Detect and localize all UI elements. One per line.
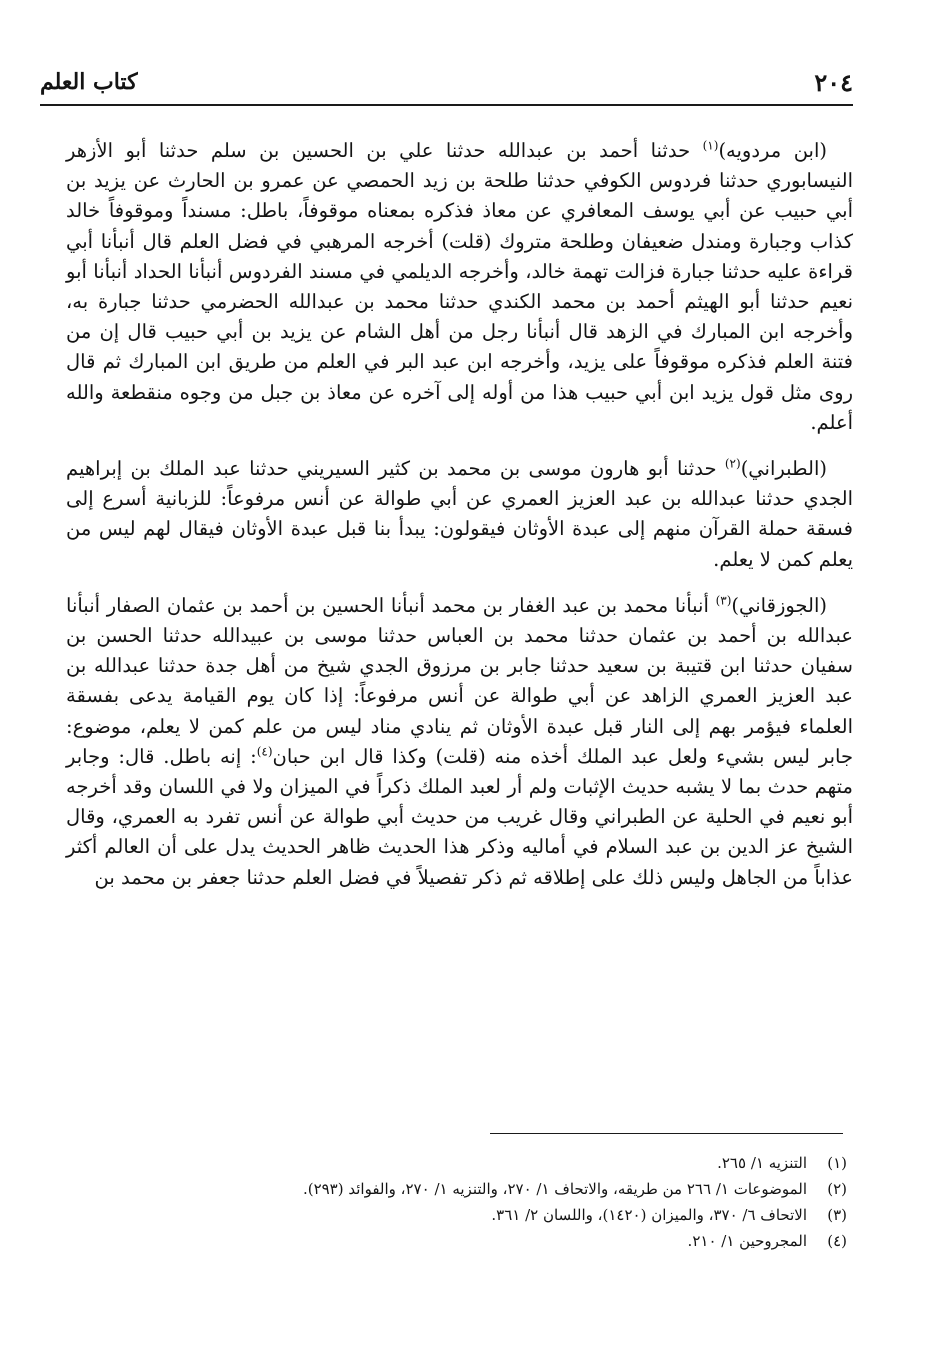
footnote-item (200, 1150, 847, 1176)
footnote-item (200, 1202, 847, 1228)
running-header (40, 60, 853, 104)
paragraph-text: أنبأنا محمد بن عبد الغفار بن محمد أنبأنا الحسين بن أحمد بن عثمان الصفار أنبأنا عبدالله بن أحمد بن عثمان حدثنا محمد بن العباس حدثنا موسى بن عبيدالله حدثنا الحسن بن سفيان حدثنا ابن قتيبة بن سعيد حدثنا جابر بن مرزوق الجدي شيخ من أهل جدة حدثنا عبدالله بن عبد العزيز العمري الزاهد عن أبي طوالة عن أنس مرفوعاً: إذا كان يوم القيامة يدعى بفسقة العلماء فيؤمر بهم إلى النار قبل عبدة الأوثان ثم ينادي مناد ليس من علم كمن لا يعلم، موضوع: جابر ليس بشيء ولعل عبد الملك أخذه منه (قلت) وكذا قال ابن حبان (66, 593, 854, 768)
source-name: (الجوزقاني) (731, 593, 827, 617)
page-number: ٢٠٤ (814, 67, 853, 97)
footnote-number: (١) (827, 1154, 847, 1172)
footnote-number: (٤) (827, 1232, 847, 1250)
footnote-item (200, 1228, 847, 1254)
footnote-number: (٢) (827, 1180, 847, 1198)
main-text (66, 136, 853, 909)
footnotes (200, 1150, 847, 1254)
footnote-number: (٣) (827, 1206, 847, 1224)
paragraph-text: حدثنا أحمد بن عبدالله حدثنا علي بن الحسين بن سلم حدثنا أبو الأزهر النيسابوري حدثنا فردوس الكوفي حدثنا طلحة بن زيد الحمصي عن عمرو بن الحارث عن يزيد بن أبي حبيب عن أبي يوسف المعافري عن معاذ فذكره بمعناه موقوفاً، باطل: مسنداً وموقوفاً خالد كذاب وجبارة ومندل ضعيفان وطلحة متروك (قلت) أخرجه المرهبي في فضل العلم قال أنبأنا أبي قراءة عليه حدثنا جبارة فزالت تهمة خالد، وأخرجه الديلمي في مسند الفردوس أنبأنا الحداد أنبأنا أبو نعيم حدثنا أبو الهيثم أحمد بن محمد الكندي حدثنا محمد بن عبدالله الحضرمي حدثنا جبارة به، وأخرجه ابن المبارك في الزهد قال أنبأنا رجل من أهل الشام عن يزيد بن أبي حبيب قال إن من فتنة العلم فذكره موقوفاً على يزيد، وأخرجه ابن عبد البر في العلم من طريق ابن المبارك ثم قال روى مثل قول يزيد ابن أبي حبيب هذا من أوله إلى آخره عن معاذ بن جبل من وجوه منقطعة والله أعلم. (66, 139, 853, 434)
footnote-ref-2: (٢) (724, 456, 741, 471)
footnote-divider (490, 1133, 843, 1134)
source-name: (ابن مردويه) (718, 139, 827, 162)
paragraph-text: حدثنا أبو هارون موسى بن محمد بن كثير السيريني حدثنا عبد الملك بن إبراهيم الجدي حدثنا عبدالله بن عبد العزيز العمري عن أبي طوالة عن أنس مرفوعاً: للزبانية أسرع إلى فسقة حملة القرآن منهم إلى عبدة الأوثان فيقولون: يبدأ بنا قبل عبدة الأوثان فيقال لهم ليس من يعلم كمن لا يعلم. (66, 457, 853, 571)
paragraph-text-continued: : إنه باطل. قال: وجابر متهم حدث بما لا يشبه حديث الإثبات ولم أر لعبد الملك ذكراً في الميزان ولا في اللسان وقد أخرجه أبو نعيم في الحلية عن الطبراني وقال غريب من حديث أبي طوالة عن أنس تفرد به العمري، وقال الشيخ عز الدين بن عبد السلام في أماليه وذكر هذا الحديث ظاهر الحديث يدل على أن العالم أكثر عذاباً من الجاهل وليس ذلك على إطلاقه ثم ذكر تفصيلاً في فضل العلم حدثنا جعفر بن محمد بن (66, 744, 853, 889)
footnote-item (200, 1176, 847, 1202)
footnote-text: التنزيه ١/ ٢٦٥. (717, 1154, 807, 1172)
footnote-text: الاتحاف ٦/ ٣٧٠، والميزان (١٤٢٠)، واللسان ٢/ ٣٦١. (491, 1206, 807, 1224)
source-name: (الطبراني) (740, 457, 827, 481)
paragraph-jawzaqani (66, 591, 853, 893)
footnote-ref-3: (٣) (715, 593, 732, 608)
footnote-text: المجروحين ١/ ٢١٠. (687, 1232, 807, 1250)
paragraph-tabarani (66, 454, 853, 575)
book-title: كتاب العلم (40, 69, 138, 95)
paragraph-ibn-marduyah (66, 136, 853, 438)
footnote-ref-1: (١) (702, 138, 719, 153)
header-divider (40, 104, 853, 106)
footnote-text: الموضوعات ١/ ٢٦٦ من طريقه، والاتحاف ١/ ٢٧٠، والتنزيه ١/ ٢٧٠، والفوائد (٢٩٣). (302, 1180, 807, 1198)
footnote-ref-4: (٤) (256, 744, 273, 759)
